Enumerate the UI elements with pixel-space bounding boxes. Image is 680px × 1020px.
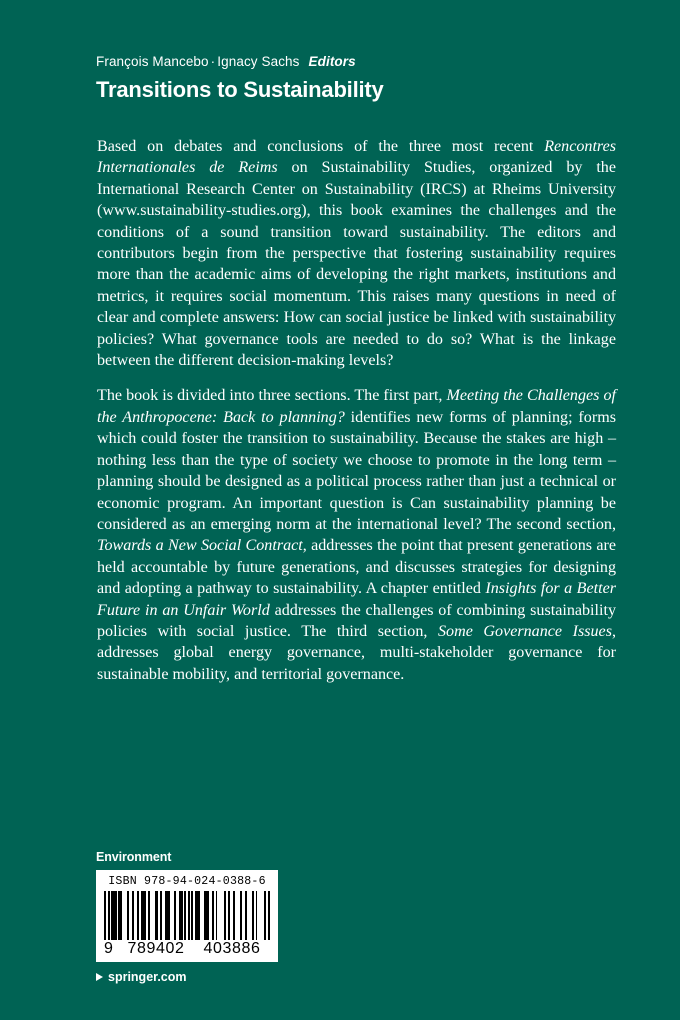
editors-role-label: Editors (308, 54, 356, 69)
editor-name-first: François Mancebo (96, 54, 209, 69)
blurb-paragraph-2: The book is divided into three sections. The first part, Meeting the Challenges of the Anthropocene: Back to planning? identifies new forms of planning; forms which could foster the transition to sustainability. Because the stakes are high – nothing less than the type of society we choose to promote in the long term – planning should be designed as a political process rather than just a technical or economic program. An important question is Can sustainability planning be considered as an emerging norm at the international level? The second section, Towards a New Social Contract, addresses the point that present generations are held accountable by future generations, and discusses strategies for designing and adopting a pathway to sustainability. A chapter entitled Insights for a Better Future in an Unfair World addresses the challenges of combining sustainability policies with social justice. The third section, Some Governance Issues, addresses global energy governance, multi-stakeholder governance for sustainable mobility, and territorial governance. (97, 387, 616, 683)
editor-name-second: Ignacy Sachs (217, 54, 300, 69)
barcode-block (96, 870, 278, 962)
barcode-bar (257, 891, 264, 941)
blurb-paragraph-1: Based on debates and conclusions of the three most recent Rencontres Internationales de Reims on Sustainability Studies, organized by the International Research Center on Sustainability (IRCS) at Rheims University (www.sustainability-studies.org), this book examines the challenges and the conditions of a sound transition toward sustainability. The editors and contributors begin from the perspective that fostering sustainability requires more than the academic aims of developing the right markets, institutions and metrics, it requires social momentum. This raises many questions in need of clear and complete answers: How can social justice be linked with sustainability policies? What governance tools are needed to do so? What is the linkage between the different decision-making levels? (97, 138, 616, 370)
ean-digits-row (104, 940, 270, 958)
series-name-label: Environment (96, 850, 172, 864)
ean-lead-digit: 9 (104, 940, 114, 957)
editor-separator: · (210, 54, 216, 69)
blurb-body (97, 136, 616, 685)
editors-line (96, 54, 616, 70)
page-title: Transitions to Sustainability (96, 77, 384, 103)
cover-footer (96, 850, 346, 984)
ean-group-left: 789402 (127, 940, 185, 957)
barcode-bar (217, 891, 224, 941)
publisher-link[interactable] (96, 970, 346, 984)
cover-header (96, 54, 616, 102)
play-triangle-icon (96, 973, 103, 981)
ean-group-right: 403886 (203, 940, 261, 957)
publisher-url-label: springer.com (108, 970, 187, 984)
isbn-text: ISBN 978-94-024-0388-6 (108, 875, 266, 888)
